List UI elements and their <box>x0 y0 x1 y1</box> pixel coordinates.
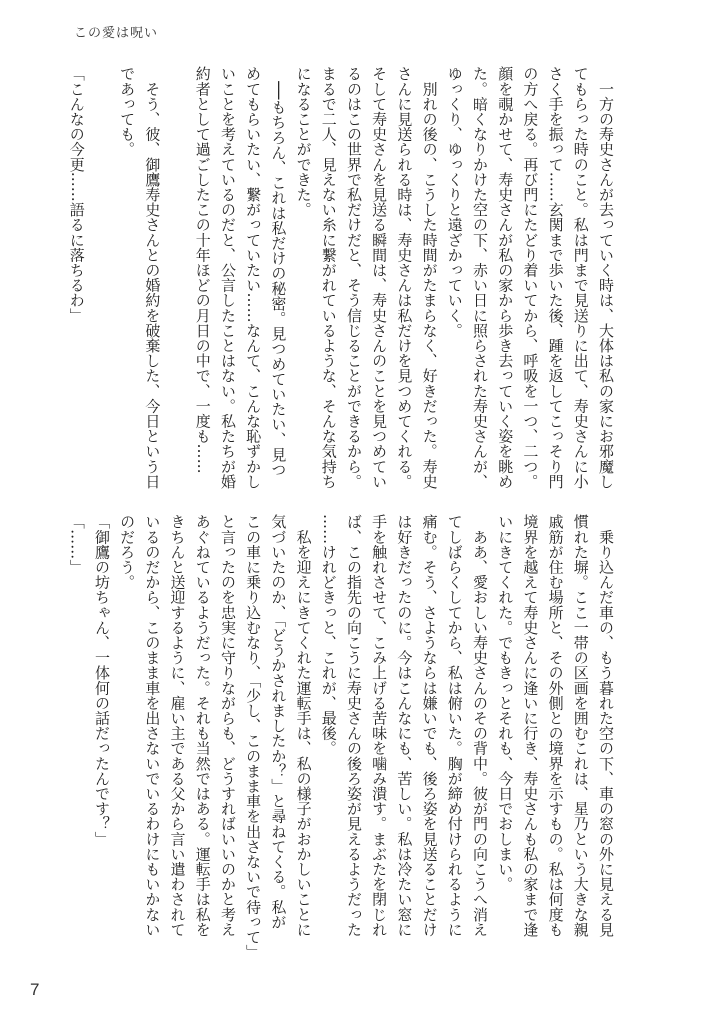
text-column: るのはこの世界で私だけだと、そう信じることができるから。 <box>344 66 363 489</box>
text-column: まるで二人、見えない糸に繋がれているような、そんな気持ち <box>319 66 338 489</box>
text-column: 慣れた塀。ここ一帯の区画を囲むこれは、星乃という大きな親 <box>571 514 590 937</box>
text-column: 気づいたのか、「どうかされましたか？」と尋ねてくる。私が <box>269 514 288 930</box>
text-column: さんに見送られる時は、寿史さんは私だけを見つめてくれる。 <box>395 66 414 489</box>
page-number: 7 <box>30 980 40 999</box>
text-column: と言ったのを忠実に守りながらも、どうすればいいのかと考え <box>218 514 237 937</box>
text-column: 痛む。そう、さようならは嫌いでも、後ろ姿を見送ることだけ <box>420 514 439 937</box>
text-column: そう、彼、御鷹寿史さんとの婚約を破棄した、今日という日 <box>143 66 162 489</box>
text-column: 一方の寿史さんが去っていく時は、大体は私の家にお邪魔し <box>597 66 615 489</box>
text-column: になることができた。 <box>294 66 313 217</box>
text-column: てもらった時のこと。私は門まで見送りに出て、寿史さんに小 <box>571 66 590 489</box>
text-column: さく手を振って……玄関まで歩いた後、踵を返してこっそり門 <box>546 66 565 489</box>
text-column: 別れの後の、こうした時間がたまらなく、好きだった。寿史 <box>420 66 439 489</box>
text-column: 乗り込んだ車の、もう暮れた空の下、車の窓の外に見える見 <box>597 514 615 937</box>
text-column: 「こんなの今更……語るに落ちるわ」 <box>67 66 86 323</box>
text-column: のだろう。 <box>118 514 137 590</box>
text-column: であっても。 <box>118 66 137 157</box>
text-column: 「御鷹の坊ちゃん、一体何の話だったんです？」 <box>92 514 111 847</box>
blank-line <box>164 66 189 496</box>
text-column: 「……」 <box>67 514 86 575</box>
lower-text-block <box>63 514 618 964</box>
text-column: あぐねているようだった。それも当然ではある。運転手は私を <box>193 514 212 937</box>
text-column: 私を迎えにきてくれた運転手は、私の様子がおかしいことに <box>294 514 313 937</box>
text-column: ……けれどきっと、これが、最後。 <box>319 514 338 756</box>
text-column: ば、この指先の向こうに寿史さんの後ろ姿が見えるようだった <box>344 514 363 937</box>
blank-line <box>89 66 114 496</box>
text-column: ゆっくり、ゆっくりと遠ざかっていく。 <box>445 66 464 338</box>
text-column: 手を触れさせて、こみ上げる苦味を噛み潰す。まぶたを閉じれ <box>370 514 389 937</box>
text-column: いにきてくれた。でもきっとそれも、今日でおしまい。 <box>496 514 515 892</box>
text-column: ああ、愛おしい寿史さんのその背中。彼が門の向こうへ消え <box>470 514 489 937</box>
text-column: めてもらいたい、繋がっていたい……なんて、こんな恥ずかし <box>244 66 263 489</box>
text-column: は好きだったのに。今はこんなにも、苦しい。私は冷たい窓に <box>395 514 414 937</box>
text-column: の方へ戻る。再び門にたどり着いてから、呼吸を一つ、二つ。 <box>521 66 540 489</box>
text-column: この車に乗り込むなり、「少し、このまま車を出さないで待って」 <box>244 514 263 960</box>
running-header: この愛は呪い <box>74 26 159 41</box>
text-column: た。暗くなりかけた空の下、赤い日に照らされた寿史さんが、 <box>470 66 489 489</box>
text-column: いるのだから、このまま車を出さないでいるわけにもいかない <box>143 514 162 937</box>
text-column: 約者として過ごしたこの十年ほどの月日の中で、一度も…… <box>193 66 212 474</box>
text-column: 戚筋が住む場所と、その外側との境界を示すもの。私は何度も <box>546 514 565 937</box>
text-column: ──もちろん、これは私だけの秘密。見つめていたい、見つ <box>269 66 288 477</box>
upper-text-block <box>63 66 618 496</box>
text-column: いことを考えているのだと、公言したことはない。私たちが婚 <box>218 66 237 489</box>
text-column: てしばらくしてから、私は俯いた。胸が締め付けられるように <box>445 514 464 937</box>
text-column: 顔を覗かせて、寿史さんが私の家から歩き去っていく姿を眺め <box>496 66 515 489</box>
text-column: きちんと送迎するように、雇い主である父から言い遣わされて <box>168 514 187 937</box>
text-column: 境界を越えて寿史さんに逢いに行き、寿史さんも私の家まで逢 <box>521 514 540 937</box>
text-column: そして寿史さんを見送る瞬間は、寿史さんのことを見つめてい <box>370 66 389 489</box>
